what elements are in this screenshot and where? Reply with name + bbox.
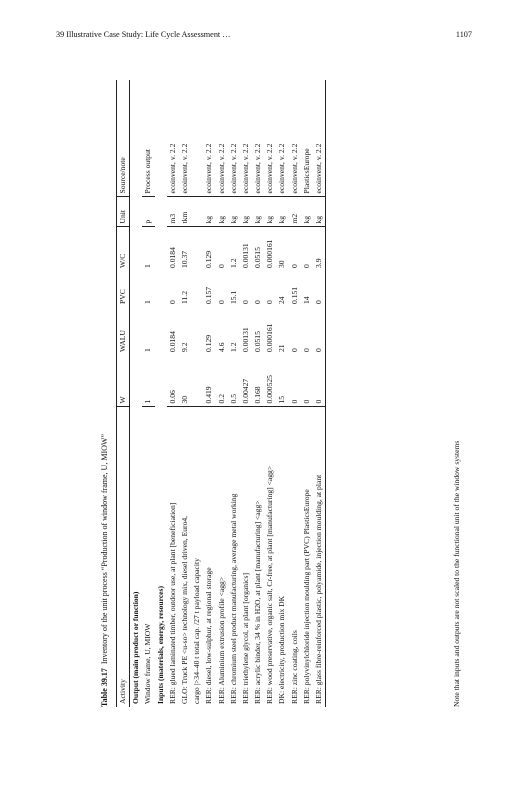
table-cell: 0.157 <box>204 286 214 304</box>
table-cell: 1 <box>142 355 154 407</box>
column-header: W <box>117 355 130 407</box>
table-cell: 0.0184 <box>167 331 177 352</box>
table-cell <box>191 355 203 407</box>
table-cell <box>191 80 203 197</box>
table-cell <box>191 271 203 307</box>
table-cell: 0.129 <box>204 334 214 352</box>
table-cell: 1 <box>143 264 153 268</box>
table-cell: kg <box>252 197 264 227</box>
table-row <box>203 80 215 707</box>
table-cell: ecoinvent, v. 2.2 <box>228 80 240 197</box>
table-cell: 11.2 <box>179 290 189 304</box>
table-cell: 30 <box>179 355 191 407</box>
table-caption <box>100 434 110 707</box>
column-header: Unit <box>117 197 130 227</box>
table-cell: kg <box>276 197 288 227</box>
table-row <box>276 80 288 707</box>
table-cell: RER: zinc coating, coils <box>289 630 299 704</box>
table-cell: ecoinvent, v. 2.2 <box>252 80 264 197</box>
table-cell <box>191 227 203 271</box>
table-row <box>289 80 301 707</box>
table-cell: kg <box>301 197 313 227</box>
table-cell: RER: triethylene glycol, at plant [organics] <box>240 572 250 704</box>
table-row <box>313 80 326 707</box>
table-cell: 0.168 <box>252 355 264 407</box>
table-cell: RER: wood preservative, organic salt, Cr-free, at plant [manufacturing] <agg> <box>265 465 275 704</box>
table-cell <box>191 307 203 355</box>
running-head: 39 Illustrative Case Study: Life Cycle Assessment … <box>56 30 231 39</box>
table-cell: RER: chromium steel product manufacturing, average metal working <box>228 493 238 704</box>
table-cell: ecoinvent, v. 2.2 <box>167 80 179 197</box>
table-cell: ecoinvent, v. 2.2 <box>216 80 228 197</box>
table-cell: 0.2 <box>216 355 228 407</box>
table-cell: 0 <box>301 355 313 407</box>
table-cell: 0 <box>265 300 275 304</box>
table-cell <box>191 197 203 227</box>
table-row <box>252 80 264 707</box>
table-cell: 9.2 <box>179 342 189 352</box>
table-cell: ecoinvent, v. 2.2 <box>276 80 288 197</box>
table-cell: 24 <box>277 296 287 304</box>
table-cell: ecoinvent, v. 2.2 <box>264 80 276 197</box>
table-row <box>216 80 228 707</box>
table-cell: 15 <box>276 355 288 407</box>
table-cell: ecoinvent, v. 2.2 <box>203 80 215 197</box>
column-header: W/C <box>117 227 130 271</box>
table-cell: RER: glass fibre-reinforced plastic, polyamide, injection moulding, at plant <box>313 407 326 707</box>
table-cell: 0.5 <box>228 355 240 407</box>
table-cell: RER: glued laminated timber, outdoor use, at plant [beneficiation] <box>167 502 177 704</box>
table-cell: ecoinvent, v. 2.2 <box>313 80 326 197</box>
table-cell: Window frame, U, MIOW <box>143 623 153 704</box>
column-header: Source/note <box>117 80 130 197</box>
table-cell: 0 <box>313 271 326 307</box>
table-cell: 0 <box>240 300 250 304</box>
table-cell: m3 <box>167 197 179 227</box>
table-cell: m2 <box>289 197 301 227</box>
table-cell: 21 <box>277 344 287 352</box>
rotated-table-block <box>100 80 480 707</box>
section-row <box>155 80 167 707</box>
table-cell: 0 <box>301 348 311 352</box>
table-cell: 4.6 <box>216 342 226 352</box>
table-cell: 1.2 <box>228 258 238 268</box>
table-row <box>301 80 313 707</box>
section-label: Inputs (materials, energy, resources) <box>155 585 165 704</box>
table-cell: 0.129 <box>204 250 214 268</box>
table-cell: kg <box>228 197 240 227</box>
table-cell: 0.000161 <box>265 239 275 268</box>
table-cell: 0 <box>216 264 226 268</box>
table-cell: kg <box>216 197 228 227</box>
table-cell: 0 <box>313 307 326 355</box>
table-cell: RER: acrylic binder, 34 % in H2O, at plant [manufacturing] <agg> <box>253 500 263 704</box>
table-cell: 30 <box>277 260 287 268</box>
table-caption-text: Inventory of the unit process “Production of window frame, U, MIOW” <box>100 434 109 665</box>
table-cell: ecoinvent, v. 2.2 <box>179 80 191 197</box>
table-cell: 0 <box>313 355 326 407</box>
table-cell: tkm <box>179 197 191 227</box>
table-cell: 0 <box>289 355 301 407</box>
table-cell: RER: Aluminium extrusion profile <agg> <box>216 576 226 704</box>
table-row <box>179 80 191 707</box>
table-cell: kg <box>203 197 215 227</box>
table-cell: 0.00131 <box>240 243 250 268</box>
column-header: WALU <box>117 307 130 355</box>
table-cell: DK: electricity, production mix DK <box>277 595 287 704</box>
inventory-table <box>116 80 326 707</box>
table-row <box>228 80 240 707</box>
table-cell: 0.000525 <box>264 355 276 407</box>
table-cell: 0.000161 <box>265 323 275 352</box>
column-header: PVC <box>117 271 130 307</box>
table-cell: GLO: Truck PE <u-so> technology mix, diesel driven, Euro4, <box>179 515 189 704</box>
table-cell: 0.0515 <box>253 331 263 352</box>
table-note: Note that inputs and outputs are not scaled to the functional unit of the window systems <box>452 440 461 707</box>
table-cell: 1 <box>143 348 153 352</box>
table-row <box>142 80 154 707</box>
table-cell: kg <box>313 197 326 227</box>
table-cell: 0.151 <box>289 286 299 304</box>
table-cell: 1.2 <box>228 342 238 352</box>
table-cell: ecoinvent, v. 2.2 <box>289 80 301 197</box>
table-cell: 0 <box>216 300 226 304</box>
section-row <box>130 80 143 707</box>
page-number: 1107 <box>455 30 472 39</box>
table-cell: 0 <box>167 300 177 304</box>
table-row <box>167 80 179 707</box>
table-cell: 0 <box>289 264 299 268</box>
table-cell: 0 <box>289 348 299 352</box>
table-cell: 0.00427 <box>240 355 252 407</box>
table-cell: 0.0184 <box>167 247 177 268</box>
table-cell: 0 <box>301 264 311 268</box>
table-cell: 0.06 <box>167 355 179 407</box>
table-cell: ecoinvent, v. 2.2 <box>240 80 252 197</box>
table-cell: 15.1 <box>228 290 238 304</box>
table-cell: cargo |>34–40 t total cap. /27 t payload capacity <box>192 558 202 704</box>
table-row <box>240 80 252 707</box>
table-cell: 14 <box>301 296 311 304</box>
table-cell: 0.419 <box>203 355 215 407</box>
column-header: Activity <box>117 407 130 707</box>
header-row <box>117 80 130 707</box>
table-cell: 1 <box>143 300 153 304</box>
table-cell: 0.0515 <box>253 247 263 268</box>
table-row <box>264 80 276 707</box>
table-row <box>191 80 203 707</box>
section-label: Output (main product or function) <box>131 591 141 704</box>
table-cell: RER: polyvinylchloride injection moulding part (PVC) PlasticsEurope <box>301 489 311 704</box>
table-cell: Process output <box>142 80 154 197</box>
table-cell: 3.9 <box>313 227 326 271</box>
table-cell: RER: diesel, low-sulphur, at regional storage <box>204 567 214 704</box>
table-cell: 0.00131 <box>240 327 250 352</box>
table-cell: 0 <box>253 300 263 304</box>
table-caption-label: Table 39.17 <box>100 668 109 707</box>
table-cell: PlasticsEurope <box>301 80 313 197</box>
table-cell: p <box>142 197 154 227</box>
table-cell: kg <box>240 197 252 227</box>
table-cell: 10.37 <box>179 250 189 268</box>
table-cell: kg <box>264 197 276 227</box>
